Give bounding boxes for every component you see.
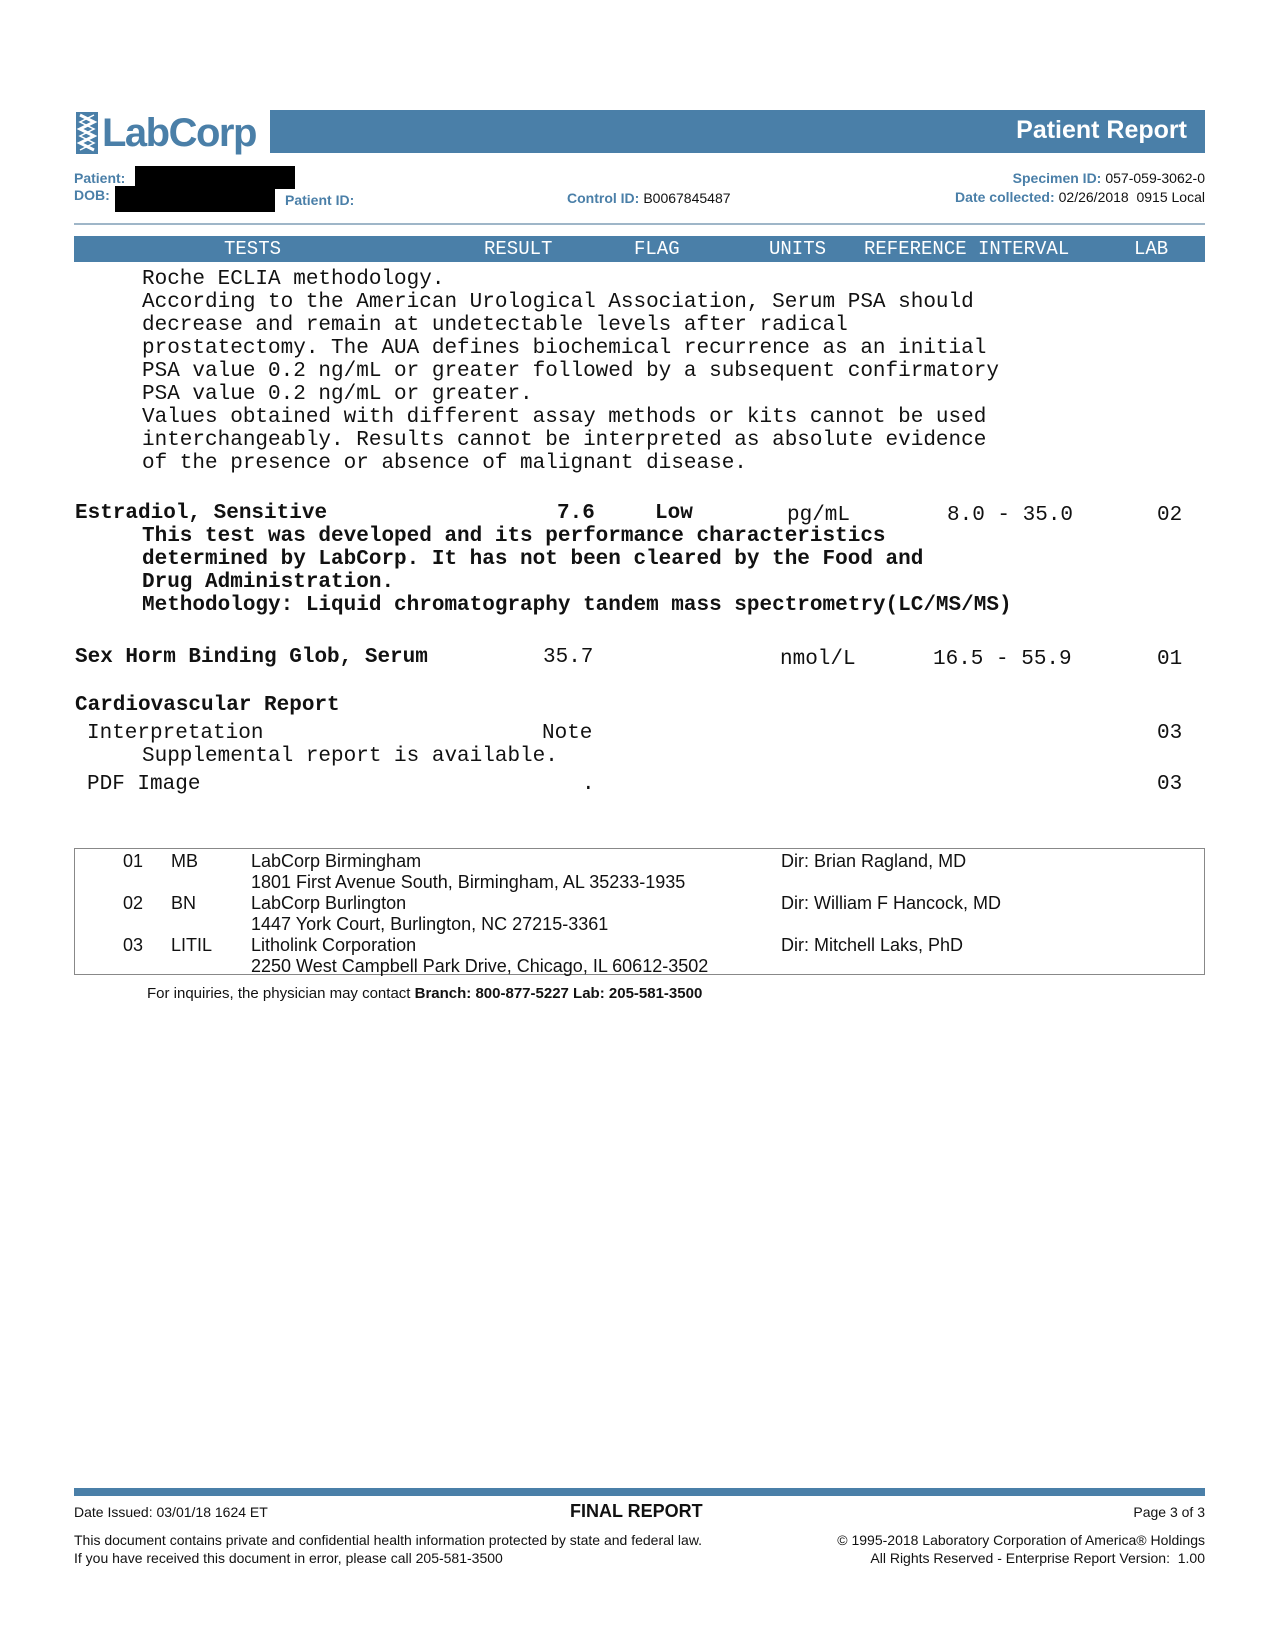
lab-director: Dir: William F Hancock, MD xyxy=(781,893,1002,913)
control-id-label: Control ID: xyxy=(567,190,640,206)
labcorp-helix-icon xyxy=(76,112,98,154)
test-lab: 02 xyxy=(1157,504,1183,527)
test-result: 7.6 xyxy=(557,502,595,525)
header-divider xyxy=(74,223,1205,225)
specimen-id xyxy=(1013,170,1205,188)
comment-line: PSA value 0.2 ng/mL or greater followed by a subsequent confirmatory xyxy=(142,360,999,383)
section-title: Cardiovascular Report xyxy=(75,694,340,717)
comment-line: Values obtained with different assay methods or kits cannot be used xyxy=(142,406,987,429)
test-result: Note xyxy=(542,722,593,745)
test-reference: 8.0 - 35.0 xyxy=(947,504,1074,527)
test-units: nmol/L xyxy=(780,648,856,671)
dob-label: DOB: xyxy=(74,187,110,203)
date-collected-value: 02/26/2018 0915 Local xyxy=(1058,189,1205,205)
test-lab: 03 xyxy=(1157,722,1183,745)
report-title: Patient Report xyxy=(1016,116,1187,144)
comment-line: of the presence or absence of malignant disease. xyxy=(142,452,747,475)
confidential-notice: This document contains private and confidential health information protected by state and federal law. xyxy=(74,1532,703,1548)
test-name: Interpretation xyxy=(87,722,264,745)
patient-id-label: Patient ID: xyxy=(285,192,355,208)
lab-code: 02 xyxy=(123,893,144,913)
lab-address: 2250 West Campbell Park Drive, Chicago, IL 60612-3502 xyxy=(251,956,709,976)
final-report-label: FINAL REPORT xyxy=(570,1501,703,1521)
lab-name: LabCorp Birmingham xyxy=(251,851,422,871)
lab-code: 03 xyxy=(123,935,144,955)
col-lab: LAB xyxy=(1134,238,1169,260)
test-lab: 03 xyxy=(1157,773,1183,796)
logo-text: LabCorp xyxy=(102,110,256,155)
lab-abbr: LITIL xyxy=(171,935,213,955)
test-result: 35.7 xyxy=(543,646,594,669)
test-lab: 01 xyxy=(1157,648,1183,671)
lab-code: 01 xyxy=(123,851,144,871)
copyright: © 1995-2018 Laboratory Corporation of America® Holdings xyxy=(837,1532,1205,1548)
lab-address: 1447 York Court, Burlington, NC 27215-3361 xyxy=(251,914,609,934)
date-collected xyxy=(955,189,1205,207)
inquiries-text: For inquiries, the physician may contact xyxy=(147,985,415,1002)
lab-director: Dir: Brian Ragland, MD xyxy=(781,851,967,871)
dob-redaction xyxy=(115,186,275,212)
report-banner xyxy=(270,110,1205,153)
col-result: RESULT xyxy=(484,238,553,260)
performing-labs-box xyxy=(74,848,1205,975)
labcorp-logo xyxy=(76,109,256,157)
test-result: . xyxy=(582,773,595,796)
control-id xyxy=(567,190,731,208)
col-flag: FLAG xyxy=(634,238,680,260)
comment-line: Drug Administration. xyxy=(142,571,395,594)
comment-line: Methodology: Liquid chromatography tandem mass spectrometry(LC/MS/MS) xyxy=(142,594,1012,617)
date-collected-label: Date collected: xyxy=(955,189,1055,205)
comment-line: determined by LabCorp. It has not been cleared by the Food and xyxy=(142,548,924,571)
test-flag: Low xyxy=(655,502,693,525)
col-units: UNITS xyxy=(769,238,827,260)
test-units: pg/mL xyxy=(787,504,851,527)
lab-abbr: MB xyxy=(171,851,198,871)
inquiries-line xyxy=(147,985,702,1002)
comment-line: According to the American Urological Association, Serum PSA should xyxy=(142,291,974,314)
comment-line: prostatectomy. The AUA defines biochemical recurrence as an initial xyxy=(142,337,987,360)
col-reference: REFERENCE INTERVAL xyxy=(864,238,1070,260)
results-table-header xyxy=(74,236,1205,262)
lab-name: LabCorp Burlington xyxy=(251,893,407,913)
patient-label: Patient: xyxy=(74,170,126,186)
comment-line: decrease and remain at undetectable levels after radical xyxy=(142,314,848,337)
date-issued: Date Issued: 03/01/18 1624 ET xyxy=(74,1504,268,1520)
lab-abbr: BN xyxy=(171,893,197,913)
test-reference: 16.5 - 55.9 xyxy=(933,648,1072,671)
inquiries-phone: Branch: 800-877-5227 Lab: 205-581-3500 xyxy=(414,985,703,1002)
test-name: Sex Horm Binding Glob, Serum xyxy=(75,646,428,669)
lab-director: Dir: Mitchell Laks, PhD xyxy=(781,935,964,955)
comment-line: PSA value 0.2 ng/mL or greater. xyxy=(142,383,533,406)
comment-line: interchangeably. Results cannot be interpreted as absolute evidence xyxy=(142,429,987,452)
comment-line: Supplemental report is available. xyxy=(142,745,558,768)
comment-line: This test was developed and its performance characteristics xyxy=(142,525,886,548)
copyright: All Rights Reserved - Enterprise Report Version: 1.00 xyxy=(870,1550,1205,1566)
confidential-notice: If you have received this document in error, please call 205-581-3500 xyxy=(74,1550,503,1566)
lab-name: Litholink Corporation xyxy=(251,935,417,955)
control-id-value: B0067845487 xyxy=(643,190,731,206)
specimen-id-value: 057-059-3062-0 xyxy=(1105,170,1205,186)
footer-bar xyxy=(74,1488,1205,1496)
page-number: Page 3 of 3 xyxy=(1133,1504,1205,1520)
specimen-id-label: Specimen ID: xyxy=(1012,170,1102,186)
test-name: PDF Image xyxy=(87,773,201,796)
comment-line: Roche ECLIA methodology. xyxy=(142,268,445,291)
test-name: Estradiol, Sensitive xyxy=(75,502,328,525)
lab-address: 1801 First Avenue South, Birmingham, AL 35233-1935 xyxy=(251,872,686,892)
col-tests: TESTS xyxy=(224,238,282,260)
